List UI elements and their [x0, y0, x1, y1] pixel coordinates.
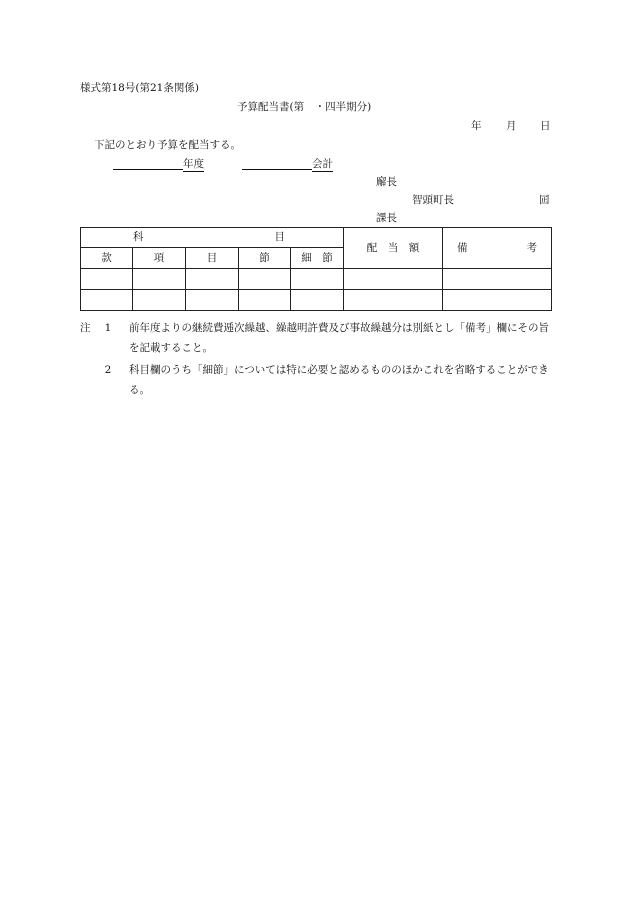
date-year: 年 — [471, 120, 482, 132]
account-label: 会計 — [312, 157, 333, 170]
table-cell — [291, 269, 344, 290]
table-cell — [344, 269, 443, 290]
table-cell — [186, 269, 239, 290]
remarks-header-cell — [443, 228, 552, 269]
kamoku-header-cell — [81, 228, 344, 248]
table-cell — [133, 290, 186, 311]
section-chief-title: 課長 — [376, 212, 397, 224]
note-number: 2 — [104, 364, 112, 376]
table-cell — [239, 269, 291, 290]
form-number: 様式第18号(第21条関係) — [80, 82, 199, 94]
table-cell — [81, 269, 133, 290]
budget-table — [80, 227, 552, 311]
remarks-header-right: 考 — [526, 241, 538, 254]
kamoku-header-left: 科 — [133, 231, 144, 244]
fiscal-year-blank — [113, 158, 183, 170]
table-cell — [344, 290, 443, 311]
notes-label: 注 — [80, 322, 91, 334]
fiscal-year-label: 年度 — [183, 157, 204, 170]
account-field — [242, 158, 333, 170]
fiscal-year-field — [113, 158, 204, 170]
note-number: 1 — [104, 322, 112, 334]
table-cell — [443, 290, 552, 311]
table-row — [81, 290, 552, 311]
document-title: 予算配当書(第 ・四半期分) — [237, 101, 372, 113]
kamoku-header-right: 目 — [274, 231, 286, 244]
account-blank — [242, 158, 312, 170]
table-header-row — [81, 228, 552, 248]
subheader-setsu: 節 — [239, 248, 291, 269]
note-text: 前年度よりの継続費逓次繰越、繰越明許費及び事故繰越分は別紙とし「備考」欄にその旨を記載すること。 — [129, 322, 549, 354]
table-row — [81, 269, 552, 290]
table-cell — [81, 290, 133, 311]
note-item — [80, 318, 560, 358]
subheader-moku: 目 — [186, 248, 239, 269]
amount-header: 配 当 額 — [366, 241, 420, 254]
date-month: 月 — [506, 120, 517, 132]
table-cell — [133, 269, 186, 290]
subheader-kou: 項 — [133, 248, 186, 269]
note-item — [80, 360, 560, 400]
issuer-name: 智頭町長 — [412, 194, 454, 206]
amount-header-cell — [344, 228, 443, 269]
note-text: 科目欄のうち「細節」については特に必要と認めるもののほかこれを省略することができる。 — [129, 364, 549, 396]
table-cell — [443, 269, 552, 290]
date-day: 日 — [540, 120, 551, 132]
table-cell — [239, 290, 291, 311]
table-cell — [186, 290, 239, 311]
recipient-title: 廨長 — [376, 176, 397, 188]
table-cell — [291, 290, 344, 311]
subheader-saisetsu: 細 節 — [291, 248, 344, 269]
subheader-kan: 款 — [81, 248, 133, 269]
notes-section — [80, 318, 560, 400]
seal-mark: 囸 — [539, 194, 550, 206]
remarks-header-left: 備 — [457, 241, 468, 254]
intro-text: 下記のとおり予算を配当する。 — [94, 139, 241, 151]
